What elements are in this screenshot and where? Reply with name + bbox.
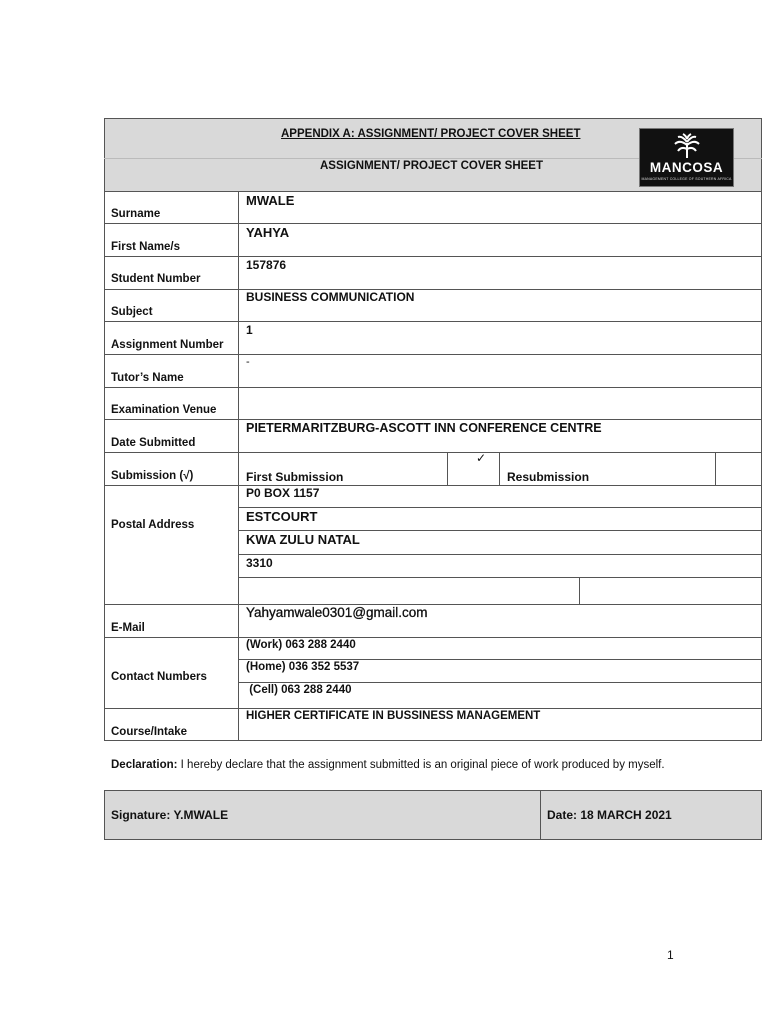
row-divider xyxy=(104,604,762,605)
student-number-value: 157876 xyxy=(246,258,287,272)
subject-value: BUSINESS COMMUNICATION xyxy=(246,290,415,304)
logo-emblem-icon xyxy=(672,133,702,159)
logo-text: MANCOSA xyxy=(649,160,724,175)
row-divider xyxy=(104,452,762,453)
row-divider xyxy=(104,485,762,486)
submission-divider xyxy=(715,452,716,485)
mancosa-logo xyxy=(639,128,734,187)
first-submission-label: First Submission xyxy=(246,470,344,484)
tutor-name-label: Tutor’s Name xyxy=(111,372,184,384)
first-names-label: First Name/s xyxy=(111,241,181,253)
course-intake-value: HIGHER CERTIFICATE IN BUSSINESS MANAGEMENT xyxy=(246,710,541,722)
postal-line-1: P0 BOX 1157 xyxy=(246,486,320,500)
first-names-value: YAHYA xyxy=(246,225,290,240)
first-submission-checkmark-icon: ✓ xyxy=(476,451,487,465)
cell-phone-value: (Cell) 063 288 2440 xyxy=(246,684,352,696)
row-divider xyxy=(104,256,762,257)
postal-address-label: Postal Address xyxy=(111,519,195,531)
postal-line-3: KWA ZULU NATAL xyxy=(246,532,360,547)
signature-text: Signature: Y.MWALE xyxy=(111,808,229,822)
resubmission-label: Resubmission xyxy=(507,470,590,484)
tutor-name-value: - xyxy=(246,356,250,368)
exam-venue-label: Examination Venue xyxy=(111,404,217,416)
assignment-number-value: 1 xyxy=(246,323,253,337)
course-intake-label: Course/Intake xyxy=(111,726,188,738)
sheet-title: ASSIGNMENT/ PROJECT COVER SHEET xyxy=(320,160,544,172)
row-divider xyxy=(104,708,762,709)
email-value: Yahyamwale0301@gmail.com xyxy=(246,605,428,620)
home-phone-value: (Home) 036 352 5537 xyxy=(246,661,360,673)
postal-divider xyxy=(238,577,762,578)
row-divider xyxy=(104,637,762,638)
declaration-label: Declaration: xyxy=(111,759,178,771)
assignment-number-label: Assignment Number xyxy=(111,339,224,351)
postal-divider xyxy=(238,507,762,508)
contact-numbers-label: Contact Numbers xyxy=(111,671,207,683)
surname-value: MWALE xyxy=(246,193,295,208)
signature-date-divider xyxy=(540,790,541,840)
contact-divider xyxy=(238,659,762,660)
date-submitted-value: PIETERMARITZBURG-ASCOTT INN CONFERENCE CENTRE xyxy=(246,421,602,435)
subject-label: Subject xyxy=(111,306,153,318)
declaration xyxy=(111,759,665,771)
postal-line-2: ESTCOURT xyxy=(246,509,318,524)
contact-divider xyxy=(238,682,762,683)
email-label: E-Mail xyxy=(111,622,145,634)
appendix-title: APPENDIX A: ASSIGNMENT/ PROJECT COVER SHEET xyxy=(281,128,581,140)
postal-cell-divider xyxy=(579,577,580,604)
row-divider xyxy=(104,354,762,355)
declaration-text: I hereby declare that the assignment submitted is an original piece of work produced by myself. xyxy=(177,759,665,771)
row-divider xyxy=(104,419,762,420)
work-phone-value: (Work) 063 288 2440 xyxy=(246,639,356,651)
row-divider xyxy=(104,321,762,322)
row-divider xyxy=(104,289,762,290)
submission-divider xyxy=(447,452,448,485)
date-submitted-label: Date Submitted xyxy=(111,437,196,449)
date-text: Date: 18 MARCH 2021 xyxy=(547,808,672,822)
logo-tagline: MANAGEMENT COLLEGE OF SOUTHERN AFRICA xyxy=(641,177,732,181)
row-divider xyxy=(104,223,762,224)
student-number-label: Student Number xyxy=(111,273,201,285)
page-number: 1 xyxy=(667,948,674,962)
surname-label: Surname xyxy=(111,208,161,220)
postal-line-4: 3310 xyxy=(246,556,273,570)
submission-label: Submission (√) xyxy=(111,470,194,482)
row-divider xyxy=(104,387,762,388)
postal-divider xyxy=(238,554,762,555)
postal-divider xyxy=(238,530,762,531)
submission-divider xyxy=(499,452,500,485)
